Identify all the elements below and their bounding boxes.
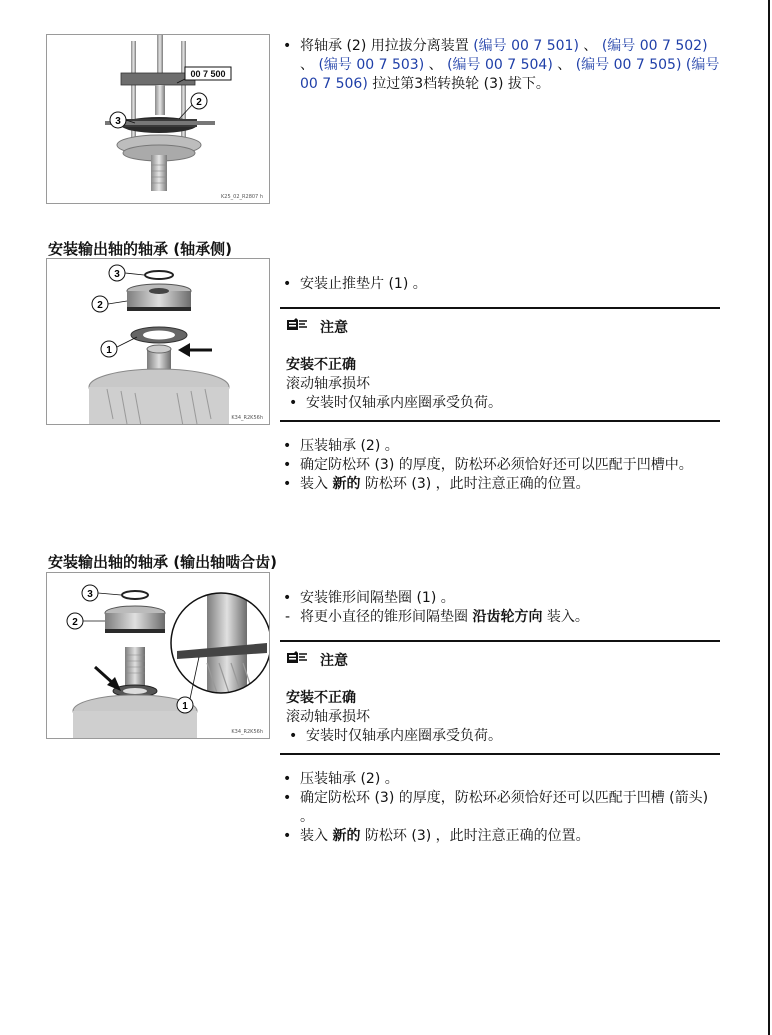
callout-2: 2 xyxy=(97,300,103,311)
callout-1: 1 xyxy=(182,701,188,712)
link-007503[interactable]: (编号 00 7 503) xyxy=(318,57,425,73)
bullet-determine-circlip: • 确定防松环 (3) 的厚度，防松环必须恰好还可以匹配于凹槽 (箭头) 。 xyxy=(280,789,720,827)
text-segment: 将轴承 (2) 用拉拔分离装置 xyxy=(300,38,474,54)
link-007506[interactable]: (编号 00 7 506) xyxy=(300,57,720,92)
bullet-determine-circlip: • 确定防松环 (3) 的厚度，防松环必须恰好还可以匹配于凹槽中。 xyxy=(280,456,720,475)
bullet-install-thrust-washer: • 安装止推垫片 (1) 。 xyxy=(280,275,720,294)
figure-code: K25_02_R2807 h xyxy=(221,194,263,200)
figure-code: K34_R2K56h xyxy=(231,729,263,735)
section-heading-bearing-side: 安装输出轴的轴承 (轴承侧) xyxy=(48,240,232,258)
puller-figure xyxy=(46,34,270,204)
bearing-side-step1 xyxy=(280,275,720,294)
callout-1: 1 xyxy=(106,345,112,356)
bold-gear-direction: 沿齿轮方向 xyxy=(472,609,543,625)
caution-box-1 xyxy=(280,307,720,422)
text-segment: 、 xyxy=(424,57,448,73)
note-icon xyxy=(286,318,308,338)
caution-heading: 安装不正确 xyxy=(286,690,356,706)
link-007501[interactable]: (编号 00 7 501) xyxy=(473,38,579,54)
caution-title-text: 注意 xyxy=(320,319,348,336)
section-heading-output-gearing: 安装输出轴的轴承 (输出轴啮合齿) xyxy=(48,553,277,571)
text-segment: 将更小直径的锥形间隔垫圈 xyxy=(300,609,473,625)
text-segment: 防松环 (3) ，此时注意正确的位置。 xyxy=(360,476,590,492)
figure-code: K34_R2K56h xyxy=(231,415,263,421)
bullet-press-bearing: • 压装轴承 (2) 。 xyxy=(280,770,720,789)
text-segment: 装入 xyxy=(300,476,333,492)
callout-2: 2 xyxy=(72,617,78,628)
callout-3: 3 xyxy=(87,589,93,600)
caution-bullet: • 安装时仅轴承内座圈承受负荷。 xyxy=(286,727,720,746)
callout-3: 3 xyxy=(115,116,121,127)
link-007504[interactable]: (编号 00 7 504) xyxy=(447,57,553,73)
bearing-side-illustration xyxy=(47,259,270,425)
text-segment: 、 xyxy=(300,57,319,73)
output-gearing-illustration xyxy=(47,573,270,739)
caution-title-text: 注意 xyxy=(320,652,348,669)
caution-line: 滚动轴承损坏 xyxy=(286,709,370,725)
caution-title xyxy=(286,651,720,671)
link-007505[interactable]: (编号 00 7 505) xyxy=(575,57,682,73)
caution-box-2 xyxy=(280,640,720,755)
text-segment: 、 xyxy=(578,38,602,54)
callout-3: 3 xyxy=(114,269,120,280)
bullet-press-bearing: • 压装轴承 (2) 。 xyxy=(280,437,720,456)
output-gearing-steps-top xyxy=(280,589,720,627)
caution-heading: 安装不正确 xyxy=(286,357,356,373)
bearing-side-steps xyxy=(280,437,720,494)
bullet-install-circlip xyxy=(280,827,720,846)
bullet-pull-bearing xyxy=(280,37,720,94)
bold-new: 新的 xyxy=(332,476,361,492)
text-segment: 拉过第3档转换轮 (3) 拔下。 xyxy=(367,76,550,92)
output-gearing-figure xyxy=(46,572,270,739)
callout-2: 2 xyxy=(196,97,202,108)
text-segment: 、 xyxy=(552,57,576,73)
tool-label: 00 7 500 xyxy=(190,69,226,79)
puller-illustration xyxy=(47,35,270,204)
puller-instructions xyxy=(280,37,720,94)
bold-new: 新的 xyxy=(332,828,361,844)
caution-bullet: • 安装时仅轴承内座圈承受负荷。 xyxy=(286,394,720,413)
output-gearing-steps-bottom xyxy=(280,770,720,846)
bullet-install-circlip xyxy=(280,475,720,494)
page-edge-line xyxy=(768,0,770,1035)
caution-line: 滚动轴承损坏 xyxy=(286,376,370,392)
bearing-side-figure xyxy=(46,258,270,425)
dash-spacer-direction xyxy=(280,608,720,627)
text-segment: 装入。 xyxy=(542,609,589,625)
text-segment: 防松环 (3) ，此时注意正确的位置。 xyxy=(360,828,590,844)
note-icon xyxy=(286,651,308,671)
caution-title xyxy=(286,318,720,338)
bullet-install-conical-spacer: • 安装锥形间隔垫圈 (1) 。 xyxy=(280,589,720,608)
text-segment: 装入 xyxy=(300,828,333,844)
link-007502[interactable]: (编号 00 7 502) xyxy=(601,38,708,54)
